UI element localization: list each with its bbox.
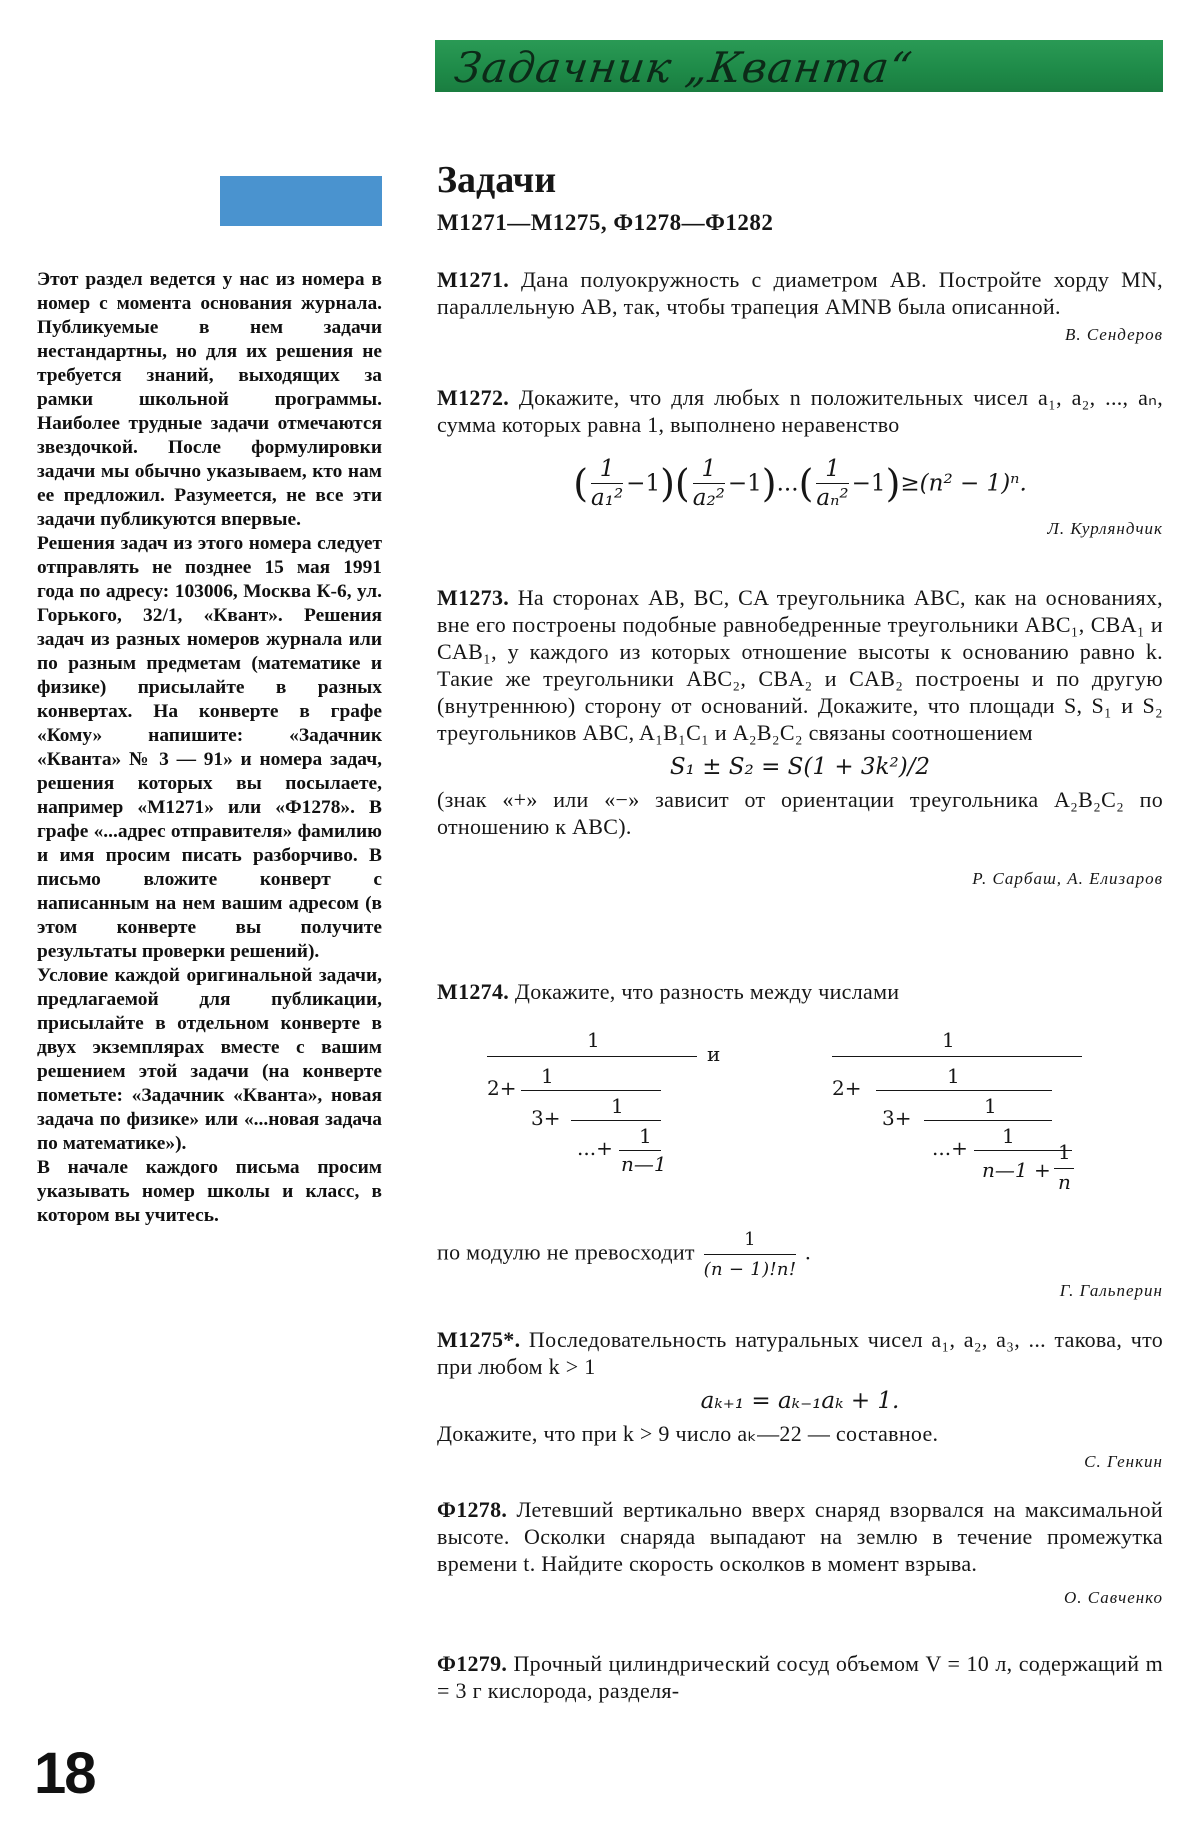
problem-m1271 [437, 266, 1163, 346]
problem-f1279 [437, 1650, 1163, 1704]
and-word: и [707, 1042, 721, 1066]
problem-body: Летевший вертикально вверх снаряд взорвался на максимальной высоте. Осколки снаряда выпадают на землю в течение промежутка времени t. Найдите скорость осколков в момент взрыва. [437, 1497, 1163, 1576]
problem-id: Ф1278. [437, 1497, 508, 1522]
problem-text [437, 384, 1163, 438]
fraction: $\frac{1}{\text{a₁²}}$ [591, 456, 624, 511]
problem-f1278 [437, 1496, 1163, 1609]
problem-m1273 [437, 584, 1163, 890]
problem-text-cont: Докажите, что при k > 9 число aₖ—22 — составное. [437, 1421, 939, 1446]
problem-id: М1275*. [437, 1327, 521, 1352]
sidebar-paragraph: Условие каждой оригинальной задачи, предлагаемой для публикации, присылайте в отдельном конверте в двух экземплярах вместе с вашим решением этой задачи (на конверте пометьте: «Задачник «Кванта», новая задача по физике» или «...новая задача по математике»). [37, 965, 382, 1154]
problem-id: М1272. [437, 385, 510, 410]
fraction: $\frac{1}{\text{a₂²}}$ [692, 456, 725, 511]
sidebar-paragraph: Решения задач из этого номера следует отправлять не позднее 15 мая 1991 года по адресу: 103006, Москва К-6, ул. Горького, 32/1, «Квант». Решения задач из разных номеров журнала или по разным предметам (математике и физике) присылайте в разных конвертах. На конверте в графе «Кому» напишите: «Задачник «Кванта» № 3 — 91» и номера задач, решения которых вы посылаете, например «М1271» или «Ф1278». В графе «...адрес отправителя» фамилию и имя просим писать разборчиво. В письмо вложите конверт с написанным на нем вашим адресом (в этом конверте вы получите результаты проверки решений). [37, 533, 382, 962]
problem-author: О. Савченко [1063, 1588, 1163, 1607]
problem-text-cont: (знак «+» или «−» зависит от ориентации треугольника A₂B₂C₂ по отношению к ABC). [437, 787, 1163, 839]
decorative-blue-block [220, 176, 382, 226]
problem-author: С. Генкин [1084, 1452, 1163, 1471]
problem-text [437, 1326, 1163, 1380]
problem-body: На сторонах AB, BC, CA треугольника ABC, как на основаниях, вне его построены подобные равнобедренные треугольники ABC₁, CBA₁ и CAB₁, у каждого из которых отношение высоты к основанию равно k. Такие же треугольники ABC₂, CBA₂ и CAB₂ построены и по другую (внутреннюю) сторону от оснований. Докажите, что площади S, S₁ и S₂ треугольников ABC, A₁B₁C₁ и A₂B₂C₂ связаны соотношением [437, 585, 1163, 745]
problem-id: М1271. [437, 267, 510, 292]
page-title: Задачи [437, 159, 557, 201]
sidebar-paragraph: В начале каждого письма просим указывать номер школы и класс, в котором вы учитесь. [37, 1157, 382, 1226]
problem-author: В. Сендеров [1064, 325, 1163, 344]
problem-text [437, 1496, 1163, 1577]
problem-id: Ф1279. [437, 1651, 508, 1676]
problem-id: М1274. [437, 979, 510, 1004]
recurrence-formula: aₖ₊₁ = aₖ₋₁aₖ + 1. [700, 1388, 900, 1414]
continued-fraction-left: 1 и 1 2+ 1 3+ 1 ...+ n—1 [487, 1028, 721, 1176]
problem-body: Дана полуокружность с диаметром AB. Постройте хорду MN, параллельную AB, так, чтобы трапеция AMNB была описанной. [437, 267, 1163, 319]
problem-body: Докажите, что для любых n положительных чисел a₁, a₂, ..., aₙ, сумма которых равна 1, выполнено неравенство [437, 385, 1163, 437]
problem-m1275 [437, 1326, 1163, 1473]
problem-body: Докажите, что разность между числами [514, 979, 900, 1004]
header-banner [435, 40, 1163, 92]
problem-m1272 [437, 384, 1163, 540]
sidebar-paragraph: Этот раздел ведется у нас из номера в номер с момента основания журнала. Публикуемые в нем задачи нестандартны, но для их решения не требуется знаний, выходящих за рамки школьной программы. Наиболее трудные задачи отмечаются звездочкой. После формулировки задачи мы обычно указываем, кто нам ее предложил. Разумеется, не все эти задачи публикуются впервые. [37, 269, 382, 530]
problem-author: Л. Курляндчик [1047, 519, 1163, 538]
problem-author: Г. Гальперин [1059, 1281, 1163, 1300]
banner-title: Задачник „Кванта“ [451, 43, 916, 92]
problem-text [437, 978, 1163, 1005]
sidebar-info [37, 268, 382, 1228]
problem-author: Р. Сарбаш, А. Елизаров [972, 869, 1163, 888]
problem-body: Последовательность натуральных чисел a₁, a₂, a₃, ... такова, что при любом k > 1 [437, 1327, 1163, 1379]
problem-text [437, 266, 1163, 320]
continued-fraction-right: 1 1 2+ 1 3+ 1 ...+ n—1 + 1 n [832, 1028, 1132, 1208]
inequality-formula: ( $\frac{1}{\text{a₁²}}$ −1)( $\frac{1}{\text{a₂²}}$ −1)...( $\frac{1}{\text{aₙ²}}$ −1)≥(n² − 1)ⁿ. [573, 456, 1027, 511]
bound-fraction: $\frac{1}{(n - 1)!n!}$ [704, 1226, 797, 1283]
page-number: 18 [34, 1741, 95, 1806]
problem-text [437, 1650, 1163, 1704]
problem-text [437, 584, 1163, 746]
problem-m1274 [437, 978, 1163, 1308]
problem-id: М1273. [437, 585, 510, 610]
problem-text-cont: по модулю не превосходит $\frac{1}{(n - 1)!n!}$ . [437, 1226, 1163, 1283]
area-formula: S₁ ± S₂ = S(1 + 3k²)/2 [669, 754, 931, 780]
problem-body: Прочный цилиндрический сосуд объемом V = 10 л, содержащий m = 3 г кислорода, разделя- [437, 1651, 1163, 1703]
fraction: $\frac{1}{\text{aₙ²}}$ [816, 456, 849, 511]
main-column [437, 158, 1163, 1703]
page-subtitle: М1271—М1275, Ф1278—Ф1282 [437, 210, 774, 235]
